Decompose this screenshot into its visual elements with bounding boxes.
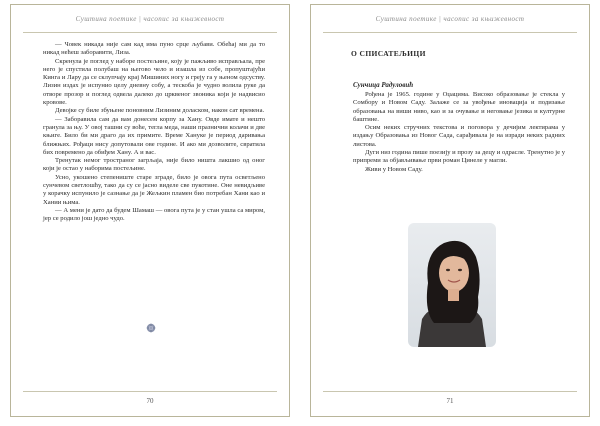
paragraph: Девојке су биле збуњене поновним Лизиним доласком, након сат времена. xyxy=(55,107,265,115)
section-title: О СПИСАТЕЉИЦИ xyxy=(351,49,426,58)
paragraph: Тренутак немог тространог загрљаја, није било ништа лакшио од оног који је остао у наборима постељине. xyxy=(43,157,265,173)
footer-rule xyxy=(23,391,277,392)
paragraph: — Заборавила сам да вам донесем корпу за Хану. Овде имате и нешто гранула за њу. У овој ташни су воће, тегла меда, наши празнични колачи и две књиге. Било би ми драго да их примите. Време Хануке је период даривања ближњих. Рођаци нису допутовали ове године. И ако ми дозволите, свратила бих повремено да обиђем Хану. А и вас. xyxy=(43,115,265,156)
running-head: Суштина поетике | часопис за књижевност xyxy=(375,15,525,23)
header-rule xyxy=(323,32,577,33)
header-rule xyxy=(23,32,277,33)
paragraph: — Човек никада није сам кад има пуно срце љубави. Обећај ми да то никад нећеш заборавити, Лиза. xyxy=(43,41,265,57)
author-photo xyxy=(408,223,496,347)
page-number: 70 xyxy=(146,397,154,405)
paragraph: Скренула је поглед у наборе постељине, коју је пажљиво исправљала, пре него је спустила полубаш на његово чело и изашла из собе, пропуштајући Кинга и Лару да се склупчају крај Мишиних ногу и греју га у њеном одсуству. Лизин издах је испунио целу дневну собу, а тескоба је чудно волила руке да отворе прозор и поглед одвела далеко до црквеног звоника који је надвисио кровове. xyxy=(43,57,265,107)
right-page xyxy=(310,4,590,417)
paragraph: — А мени је дато да будем Шамаш — овога пута је у стан ушла са миром, јер се родило још једно чудо. xyxy=(43,206,265,223)
paragraph: Усно, укошено степениште старе зграде, било је овога пута осветљено сунчевом светлошћу, тако да су се јасно виделе све пукотине. Оне невидљиве у корачку испунило је сазнање да је Жељкин пламен био потребан Хани као и Хании њима. xyxy=(43,173,265,206)
left-page xyxy=(10,4,290,417)
page-number: 71 xyxy=(446,397,454,405)
paragraph: Рођена је 1965. године у Оџацима. Високо образовање је стекла у Сомбору и Новом Саду. Залаже се за увођење иновација и подизање образовања на виши ниво, као и за очување и неговање језика и културне баштине. xyxy=(353,91,565,123)
author-bio xyxy=(353,91,565,174)
footer-rule xyxy=(323,391,577,392)
author-name: Сунчица Радуловић xyxy=(353,81,414,89)
running-head: Суштина поетике | часопис за књижевност xyxy=(75,15,225,23)
paragraph: Дуги низ година пише поезију и прозу за децу и одрасле. Тренутно је у припреми за објављивање први роман Цинеле у магли. xyxy=(353,149,565,165)
paragraph: Живи у Новом Саду. xyxy=(365,165,423,173)
story-text xyxy=(43,41,265,224)
paragraph: Осим неких стручних текстова и поговора у дечијим лектирама у издању Образовања из Новог Сада, сарађивала је на изради неких радних листова. xyxy=(353,124,565,148)
ornament-icon xyxy=(146,320,156,330)
